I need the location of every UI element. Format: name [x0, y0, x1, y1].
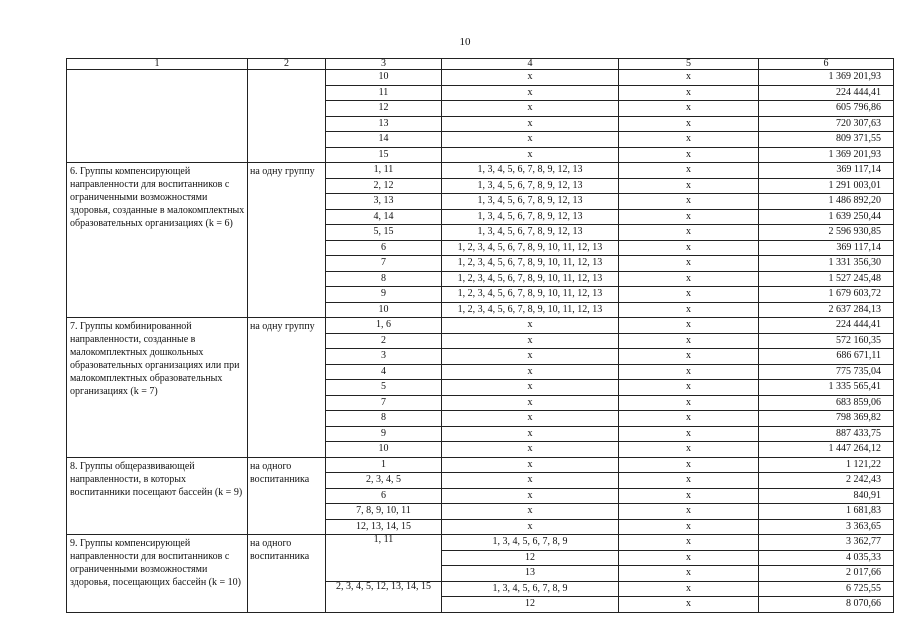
cell-col5: x: [619, 194, 759, 210]
group-unit: [248, 70, 326, 163]
cell-col3: 1: [326, 457, 442, 473]
header-row: [67, 59, 894, 70]
cell-col3: 7: [326, 256, 442, 272]
cell-col3: 5: [326, 380, 442, 396]
cell-col4: 1, 3, 4, 5, 6, 7, 8, 9: [442, 535, 619, 551]
cell-col6: 1 335 565,41: [759, 380, 894, 396]
cell-col4: 1, 3, 4, 5, 6, 7, 8, 9, 12, 13: [442, 209, 619, 225]
cell-col3: 13: [326, 116, 442, 132]
cell-col4: x: [442, 364, 619, 380]
cell-col4: x: [442, 116, 619, 132]
cell-col4: 12: [442, 550, 619, 566]
cell-col3: 8: [326, 271, 442, 287]
cell-col4: 12: [442, 597, 619, 613]
group-label: 6. Группы компенсирующей направленности для воспитанников с ограниченными возможностями здоровья, созданные в малокомплектных образовательных организациях (k = 6): [67, 163, 248, 318]
cell-col6: 1 369 201,93: [759, 147, 894, 163]
cell-col5: x: [619, 178, 759, 194]
cell-col3: 8: [326, 411, 442, 427]
cell-col3: 2, 3, 4, 5: [326, 473, 442, 489]
cell-col4: x: [442, 457, 619, 473]
cell-col3: 6: [326, 240, 442, 256]
cell-col4: x: [442, 488, 619, 504]
cell-col4: x: [442, 504, 619, 520]
cell-col6: 369 117,14: [759, 240, 894, 256]
cell-col4: 1, 3, 4, 5, 6, 7, 8, 9, 12, 13: [442, 178, 619, 194]
page-number: 10: [459, 36, 471, 48]
cell-col5: x: [619, 550, 759, 566]
cell-col5: x: [619, 457, 759, 473]
cell-col4: 1, 3, 4, 5, 6, 7, 8, 9, 12, 13: [442, 194, 619, 210]
cell-col4: x: [442, 442, 619, 458]
cell-col5: x: [619, 116, 759, 132]
cell-col6: 686 671,11: [759, 349, 894, 365]
cell-col3: 3, 13: [326, 194, 442, 210]
cell-col3: 12, 13, 14, 15: [326, 519, 442, 535]
cell-col6: 3 363,65: [759, 519, 894, 535]
group-label: [67, 70, 248, 163]
cell-col3: 1, 11: [326, 163, 442, 179]
cell-col6: 775 735,04: [759, 364, 894, 380]
cell-col5: x: [619, 163, 759, 179]
cell-col6: 224 444,41: [759, 85, 894, 101]
cell-col3: 3: [326, 349, 442, 365]
cell-col5: x: [619, 147, 759, 163]
cell-col6: 1 291 003,01: [759, 178, 894, 194]
cell-col4: 1, 2, 3, 4, 5, 6, 7, 8, 9, 10, 11, 12, 13: [442, 271, 619, 287]
cell-col6: 720 307,63: [759, 116, 894, 132]
cell-col5: x: [619, 442, 759, 458]
cell-col4: x: [442, 333, 619, 349]
cell-col5: x: [619, 597, 759, 613]
cell-col4: 1, 2, 3, 4, 5, 6, 7, 8, 9, 10, 11, 12, 13: [442, 256, 619, 272]
cell-col4: 13: [442, 566, 619, 582]
cell-col6: 1 681,83: [759, 504, 894, 520]
cell-col5: x: [619, 380, 759, 396]
cell-col6: 369 117,14: [759, 163, 894, 179]
cell-col6: 1 369 201,93: [759, 70, 894, 86]
cell-col6: 809 371,55: [759, 132, 894, 148]
cell-col6: 1 121,22: [759, 457, 894, 473]
group-unit: на одного воспитанника: [248, 535, 326, 613]
group-unit: на одного воспитанника: [248, 457, 326, 535]
cell-col5: x: [619, 395, 759, 411]
tariff-table: [66, 58, 894, 613]
cell-col5: x: [619, 318, 759, 334]
group-label: 8. Группы общеразвивающей направленности, в которых воспитанники посещают бассейн (k = 9): [67, 457, 248, 535]
cell-col3: 5, 15: [326, 225, 442, 241]
table-row: [67, 318, 894, 334]
cell-col5: x: [619, 225, 759, 241]
cell-col5: x: [619, 256, 759, 272]
cell-col5: x: [619, 473, 759, 489]
cell-col6: 2 596 930,85: [759, 225, 894, 241]
cell-col6: 1 639 250,44: [759, 209, 894, 225]
table-row: [67, 70, 894, 86]
cell-col3: 12: [326, 101, 442, 117]
cell-col4: x: [442, 70, 619, 86]
cell-col6: 572 160,35: [759, 333, 894, 349]
cell-col6: 1 331 356,30: [759, 256, 894, 272]
cell-col4: 1, 2, 3, 4, 5, 6, 7, 8, 9, 10, 11, 12, 13: [442, 240, 619, 256]
cell-col3: 11: [326, 85, 442, 101]
cell-col4: 1, 3, 4, 5, 6, 7, 8, 9: [442, 581, 619, 597]
cell-col5: x: [619, 302, 759, 318]
cell-col6: 2 017,66: [759, 566, 894, 582]
group-label: 9. Группы компенсирующей направленности для воспитанников с ограниченными возможностями здоровья, посещающих бассейн (k = 10): [67, 535, 248, 613]
group-label: 7. Группы комбинированной направленности, созданные в малокомплектных дошкольных образовательных организациях или при малокомплектных образовательных организациях (k = 7): [67, 318, 248, 458]
cell-col4: x: [442, 318, 619, 334]
cell-col5: x: [619, 85, 759, 101]
cell-col6: 798 369,82: [759, 411, 894, 427]
cell-col6: 6 725,55: [759, 581, 894, 597]
cell-col4: x: [442, 147, 619, 163]
cell-col4: x: [442, 85, 619, 101]
cell-col3: 15: [326, 147, 442, 163]
cell-col6: 4 035,33: [759, 550, 894, 566]
cell-col3: 2, 3, 4, 5, 12, 13, 14, 15: [326, 581, 442, 612]
cell-col6: 8 070,66: [759, 597, 894, 613]
cell-col6: 224 444,41: [759, 318, 894, 334]
cell-col5: x: [619, 519, 759, 535]
cell-col5: x: [619, 426, 759, 442]
column-header: 2: [248, 59, 326, 70]
cell-col5: x: [619, 504, 759, 520]
cell-col3: 6: [326, 488, 442, 504]
cell-col5: x: [619, 581, 759, 597]
cell-col3: 2: [326, 333, 442, 349]
cell-col3: 10: [326, 442, 442, 458]
cell-col3: 1, 6: [326, 318, 442, 334]
table-row: [67, 163, 894, 179]
column-header: 1: [67, 59, 248, 70]
cell-col3: 9: [326, 426, 442, 442]
cell-col6: 1 486 892,20: [759, 194, 894, 210]
cell-col3: 7, 8, 9, 10, 11: [326, 504, 442, 520]
cell-col5: x: [619, 488, 759, 504]
cell-col3: 10: [326, 70, 442, 86]
cell-col6: 683 859,06: [759, 395, 894, 411]
cell-col3: 10: [326, 302, 442, 318]
cell-col6: 3 362,77: [759, 535, 894, 551]
cell-col5: x: [619, 349, 759, 365]
cell-col5: x: [619, 271, 759, 287]
cell-col3: 4: [326, 364, 442, 380]
cell-col3: 2, 12: [326, 178, 442, 194]
table-row: [67, 535, 894, 551]
cell-col4: 1, 2, 3, 4, 5, 6, 7, 8, 9, 10, 11, 12, 13: [442, 287, 619, 303]
cell-col6: 2 637 284,13: [759, 302, 894, 318]
cell-col6: 605 796,86: [759, 101, 894, 117]
cell-col4: 1, 2, 3, 4, 5, 6, 7, 8, 9, 10, 11, 12, 13: [442, 302, 619, 318]
cell-col4: x: [442, 519, 619, 535]
cell-col3: 7: [326, 395, 442, 411]
cell-col5: x: [619, 70, 759, 86]
group-unit: на одну группу: [248, 318, 326, 458]
cell-col4: 1, 3, 4, 5, 6, 7, 8, 9, 12, 13: [442, 225, 619, 241]
cell-col6: 840,91: [759, 488, 894, 504]
cell-col5: x: [619, 411, 759, 427]
cell-col5: x: [619, 535, 759, 551]
column-header: 3: [326, 59, 442, 70]
cell-col5: x: [619, 101, 759, 117]
column-header: 4: [442, 59, 619, 70]
group-unit: на одну группу: [248, 163, 326, 318]
cell-col6: 1 679 603,72: [759, 287, 894, 303]
cell-col5: x: [619, 240, 759, 256]
column-header: 6: [759, 59, 894, 70]
cell-col5: x: [619, 287, 759, 303]
cell-col3: 1, 11: [326, 535, 442, 582]
cell-col4: x: [442, 411, 619, 427]
cell-col6: 1 527 245,48: [759, 271, 894, 287]
cell-col4: x: [442, 473, 619, 489]
cell-col5: x: [619, 209, 759, 225]
cell-col5: x: [619, 566, 759, 582]
column-header: 5: [619, 59, 759, 70]
cell-col4: x: [442, 349, 619, 365]
cell-col3: 4, 14: [326, 209, 442, 225]
cell-col4: x: [442, 101, 619, 117]
cell-col5: x: [619, 333, 759, 349]
cell-col4: x: [442, 132, 619, 148]
cell-col4: 1, 3, 4, 5, 6, 7, 8, 9, 12, 13: [442, 163, 619, 179]
cell-col6: 1 447 264,12: [759, 442, 894, 458]
cell-col5: x: [619, 364, 759, 380]
cell-col3: 9: [326, 287, 442, 303]
cell-col4: x: [442, 380, 619, 396]
cell-col4: x: [442, 395, 619, 411]
cell-col6: 887 433,75: [759, 426, 894, 442]
cell-col6: 2 242,43: [759, 473, 894, 489]
cell-col3: 14: [326, 132, 442, 148]
table-row: [67, 457, 894, 473]
cell-col4: x: [442, 426, 619, 442]
cell-col5: x: [619, 132, 759, 148]
